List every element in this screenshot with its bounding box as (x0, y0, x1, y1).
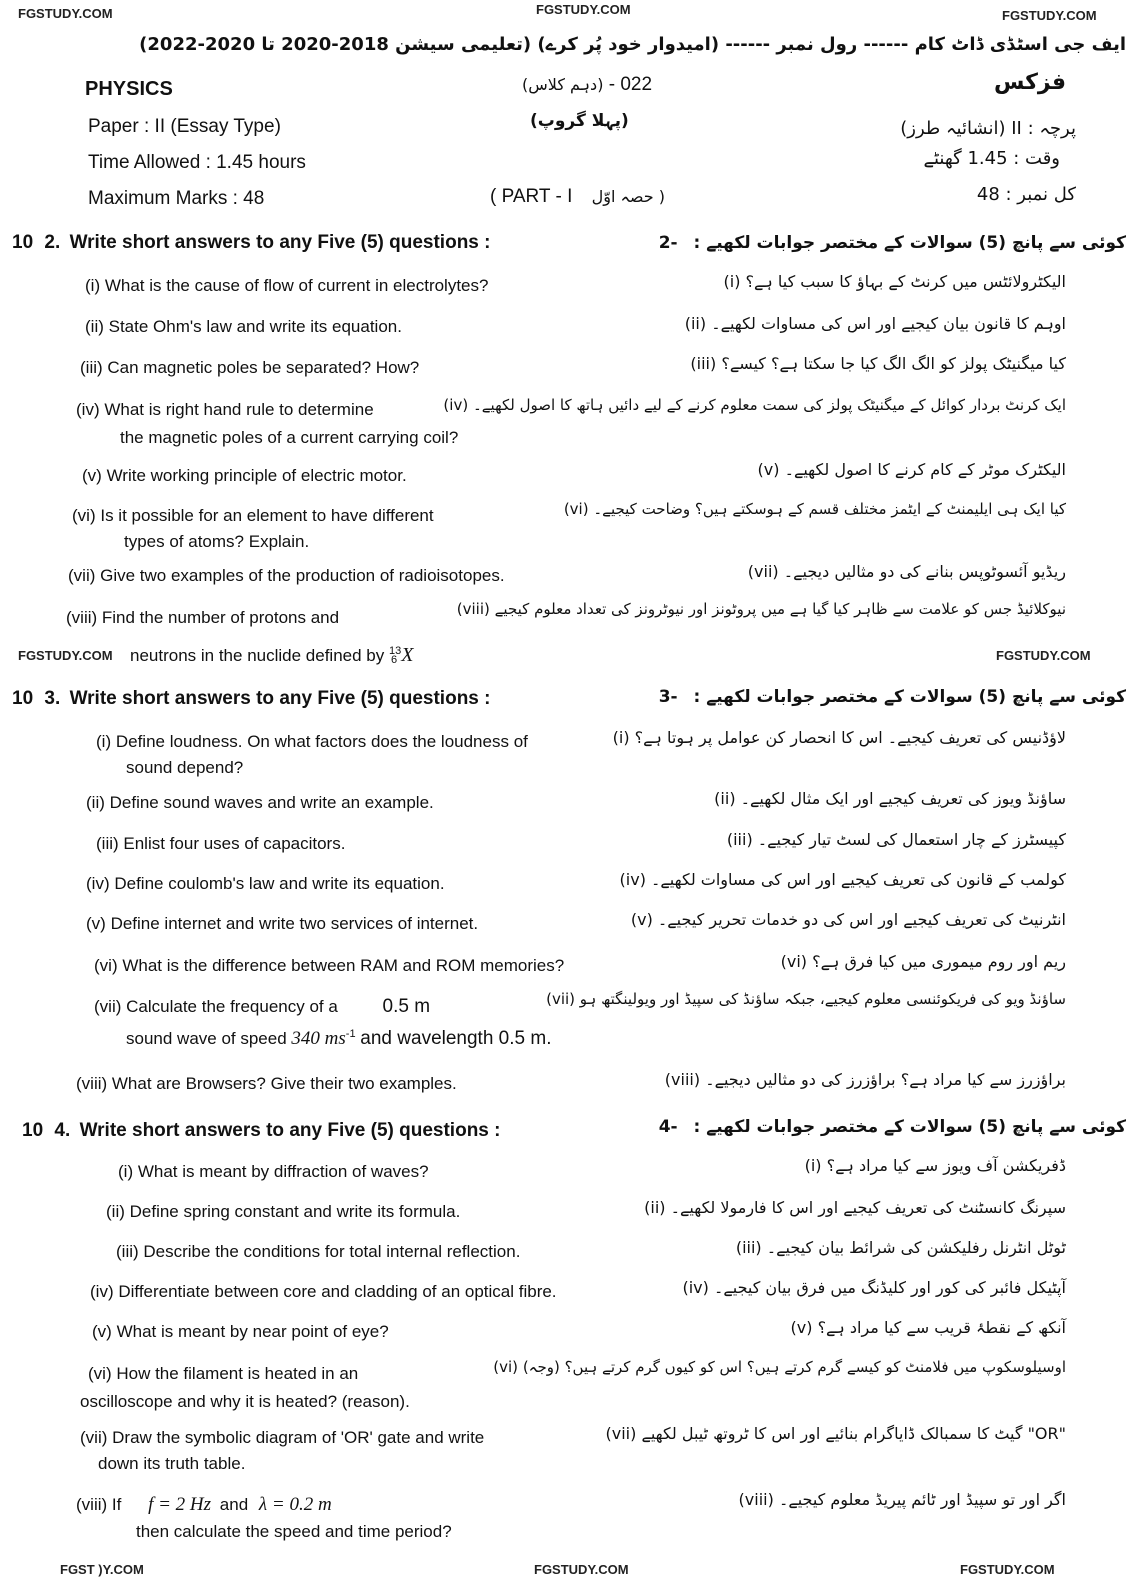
question-item-ur: اگر اور تو سپیڈ اور ٹائم پیریڈ معلوم کیجیے۔ (viii) (738, 1490, 1066, 1509)
question-item: (iii) Enlist four uses of capacitors. (96, 834, 346, 853)
question-item-ur: کیا میگنیٹک پولز کو الگ الگ کیا جا سکتا ہے؟ کیسے؟ (iii) (690, 354, 1066, 373)
time-allowed-ur: وقت : 1.45 گھنٹے (923, 148, 1060, 169)
nuclide-formula: $^{13}$ 6 X (388, 644, 414, 666)
question-item: (i) Define loudness. On what factors does the loudness of (96, 732, 528, 751)
question-item: (vi) How the filament is heated in an (88, 1364, 359, 1383)
question-item-cont: then calculate the speed and time period? (136, 1522, 452, 1541)
part-en: ( PART - I (490, 186, 573, 207)
question-item-ur: ڈفریکشن آف ویوز سے کیا مراد ہے؟ (i) (804, 1156, 1066, 1175)
question-item: (iii) Can magnetic poles be separated? How? (80, 358, 420, 377)
question-item-ur: ریم اور روم میموری میں کیا فرق ہے؟ (vi) (780, 952, 1066, 971)
question-item-cont: types of atoms? Explain. (124, 532, 310, 551)
question-item: (iv) What is right hand rule to determine (76, 400, 374, 419)
subject-title-en: PHYSICS (85, 78, 173, 100)
section-heading-en: 10 2. Write short answers to any Five (5) questions : (12, 232, 491, 253)
section-heading-ur: کوئی سے پانچ (5) سوالات کے مختصر جوابات لکھیے : -3 (658, 687, 1126, 707)
watermark-top-center: FGSTUDY.COM (536, 2, 631, 17)
part-label (490, 186, 665, 208)
question-item-ur: الیکٹرک موٹر کے کام کرنے کا اصول لکھیے۔ (v) (757, 460, 1066, 479)
question-item: (iii) Describe the conditions for total internal reflection. (116, 1242, 521, 1261)
question-item: (iv) Differentiate between core and cladding of an optical fibre. (90, 1282, 557, 1301)
question-item-ur: کیا ایک ہی ایلیمنٹ کے ایٹمز مختلف قسم کے ہوسکتے ہیں؟ وضاحت کیجیے۔ (vi) (563, 500, 1066, 518)
paper-type-en: Paper : II (Essay Type) (88, 116, 281, 137)
question-item: (v) Define internet and write two services of internet. (86, 914, 479, 933)
question-item-cont: neutrons in the nuclide defined by $^{13}$ 6 X (130, 644, 423, 667)
question-item-cont: oscilloscope and why it is heated? (reason). (80, 1392, 410, 1411)
time-allowed-en: Time Allowed : 1.45 hours (88, 152, 306, 173)
question-item-cont: down its truth table. (98, 1454, 246, 1473)
question-item-ur: ایک کرنٹ بردار کوائل کے میگنیٹک پولز کی سمت معلوم کرنے کے لیے دائیں ہاتھ کا اصول لکھیے۔ (iv) (443, 396, 1066, 414)
question-item-ur: الیکٹرولائٹس میں کرنٹ کے بہاؤ کا سبب کیا ہے؟ (i) (723, 272, 1066, 291)
question-item-cont: the magnetic poles of a current carrying coil? (120, 428, 459, 447)
question-item-ur: کولمب کے قانون کی تعریف کیجیے اور اس کی مساوات لکھیے۔ (iv) (619, 870, 1066, 889)
question-item-ur: ساؤنڈ ویو کی فریکوئنسی معلوم کیجیے، جبکہ ساؤنڈ کی سپیڈ اور ویولینگتھ ہو (vii) (546, 990, 1066, 1008)
watermark-bottom-right: FGSTUDY.COM (960, 1562, 1055, 1577)
question-item-ur: اوہم کا قانون بیان کیجیے اور اس کی مساوات لکھیے۔ (ii) (684, 314, 1066, 333)
question-item: (iv) Define coulomb's law and write its equation. (86, 874, 445, 893)
class-ur: (دہم کلاس) (522, 75, 604, 94)
question-item-cont: sound wave of speed 340 $ms^{-1}$ and wavelength 0.5 m. (126, 1028, 552, 1049)
question-item-ur: آپٹیکل فائبر کی کور اور کلیڈنگ میں فرق بیان کیجیے۔ (iv) (682, 1278, 1066, 1297)
watermark-bottom-left: FGST )Y.COM (60, 1562, 144, 1577)
question-item: (vi) What is the difference between RAM and ROM memories? (94, 956, 565, 975)
question-item-ur: لاؤڈنیس کی تعریف کیجیے۔ اس کا انحصار کن عوامل پر ہوتا ہے؟ (i) (612, 728, 1066, 747)
watermark-mid-right: FGSTUDY.COM (996, 648, 1091, 663)
max-marks-en: Maximum Marks : 48 (88, 188, 265, 209)
subject-title-ur: فزکس (994, 70, 1066, 95)
paper-type-ur: پرچہ : II (انشائیہ طرز) (900, 118, 1076, 139)
header-center-code: (دہم کلاس) - 022 (522, 74, 653, 95)
question-item-ur: انٹرنیٹ کی تعریف کیجیے اور اس کی دو خدمات تحریر کیجیے۔ (v) (630, 910, 1066, 929)
question-item-ur: اوسیلوسکوپ میں فلامنٹ کو کیسے گرم کرتے ہیں؟ اس کو کیوں گرم کرتے ہیں؟ (وجہ) (vi) (493, 1358, 1066, 1376)
header-urdu-line: ایف جی اسٹڈی ڈاٹ کام ------ رول نمبر ------ (امیدوار خود پُر کرے) (تعلیمی سیشن 2018-2020 تا 2020-2022) (139, 34, 1126, 55)
section-heading-ur: کوئی سے پانچ (5) سوالات کے مختصر جوابات لکھیے : -2 (658, 233, 1126, 253)
section-heading-en: 10 3. Write short answers to any Five (5) questions : (12, 688, 491, 709)
question-item: (v) Write working principle of electric motor. (82, 466, 407, 485)
watermark-top-left: FGSTUDY.COM (18, 6, 113, 21)
watermark-mid-left: FGSTUDY.COM (18, 648, 113, 663)
question-item: (ii) Define sound waves and write an example. (86, 793, 434, 812)
question-item: (vii) Calculate the frequency of a 0.5 m (94, 996, 431, 1017)
paper-code: 022 (620, 74, 653, 95)
max-marks-ur: کل نمبر : 48 (976, 184, 1076, 205)
question-item: (v) What is meant by near point of eye? (92, 1322, 389, 1341)
question-item-ur: "OR" گیٹ کا سمبالک ڈایاگرام بنائیے اور اس کا ٹروتھ ٹیبل لکھیے (vii) (605, 1424, 1066, 1443)
question-item-ur: ساؤنڈ ویوز کی تعریف کیجیے اور ایک مثال لکھیے۔ (ii) (714, 789, 1066, 808)
question-item-ur: براؤزرز سے کیا مراد ہے؟ براؤزرز کی دو مثالیں دیجیے۔ (viii) (664, 1070, 1066, 1089)
watermark-bottom-center: FGSTUDY.COM (534, 1562, 629, 1577)
part-ur: حصہ اوّل ) (591, 187, 665, 206)
section-heading-ur: کوئی سے پانچ (5) سوالات کے مختصر جوابات لکھیے : -4 (658, 1117, 1126, 1137)
question-item: (viii) If f = 2 Hz and λ = 0.2 m (76, 1494, 332, 1515)
question-item: (vi) Is it possible for an element to have different (72, 506, 434, 525)
question-item: (i) What is the cause of flow of current in electrolytes? (85, 276, 489, 295)
question-item-ur: آنکھ کے نقطۂ قریب سے کیا مراد ہے؟ (v) (790, 1318, 1066, 1337)
question-item: (viii) What are Browsers? Give their two examples. (76, 1074, 457, 1093)
question-item: (vii) Give two examples of the production of radioisotopes. (68, 566, 505, 585)
question-item-cont: sound depend? (126, 758, 244, 777)
question-item: (ii) State Ohm's law and write its equation. (85, 317, 402, 336)
question-item: (ii) Define spring constant and write its formula. (106, 1202, 461, 1221)
question-item-ur: سپرنگ کانسٹنٹ کی تعریف کیجیے اور اس کا فارمولا لکھیے۔ (ii) (644, 1198, 1066, 1217)
question-item-ur: نیوکلائیڈ جس کو علامت سے ظاہر کیا گیا ہے میں پروٹونز اور نیوٹرونز کی تعداد معلوم کیجیے (viii) (456, 600, 1066, 618)
question-item: (viii) Find the number of protons and (66, 608, 340, 627)
group-ur: (پہلا گروپ) (530, 111, 629, 131)
section-heading-en: 10 4. Write short answers to any Five (5) questions : (22, 1120, 501, 1141)
question-item: (vii) Draw the symbolic diagram of 'OR' gate and write (80, 1428, 485, 1447)
question-item-ur: ٹوٹل انٹرنل رفلیکشن کی شرائط بیان کیجیے۔ (iii) (735, 1238, 1066, 1257)
question-item-ur: کپیسٹرز کے چار استعمال کی لسٹ تیار کیجیے۔ (iii) (726, 830, 1066, 849)
question-item: (i) What is meant by diffraction of waves? (118, 1162, 429, 1181)
watermark-top-right: FGSTUDY.COM (1002, 8, 1097, 23)
question-item-ur: ریڈیو آئسوٹوپس بنانے کی دو مثالیں دیجیے۔ (vii) (747, 562, 1066, 581)
